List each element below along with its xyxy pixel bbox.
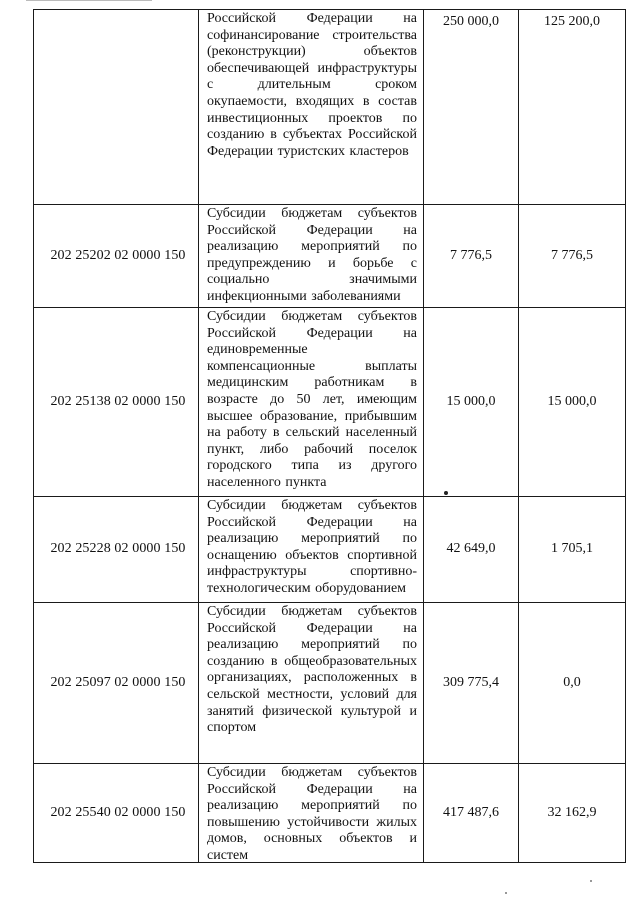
amount-cell-2: 32 162,9	[519, 764, 626, 863]
scan-speck	[505, 892, 507, 894]
amount-cell-1: 15 000,0	[424, 308, 519, 497]
table-row	[34, 764, 626, 863]
description-cell: Субсидии бюджетам субъектов Российской Федерации на реализацию мероприятий по созданию в общеобразовательных организациях, расположенных в сельской местности, условий для занятий физической культурой и спортом	[199, 603, 424, 764]
amount-cell-1: 42 649,0	[424, 497, 519, 603]
table-row	[34, 308, 626, 497]
description-cell: Субсидии бюджетам субъектов Российской Федерации на единовременные компенсационные выплаты медицинским работникам в возрасте до 50 лет, имеющим высшее образование, прибывшим на работу в сельский населенный пункт, либо рабочий поселок городского типа из другого населенного пункта	[199, 308, 424, 497]
amount-cell-1: 417 487,6	[424, 764, 519, 863]
stray-ink-dot	[444, 491, 448, 495]
amount-cell-2: 15 000,0	[519, 308, 626, 497]
amount-cell-2: 7 776,5	[519, 205, 626, 308]
table-row	[34, 205, 626, 308]
scan-speck	[590, 880, 592, 882]
amount-cell-1: 309 775,4	[424, 603, 519, 764]
description-cell: Субсидии бюджетам субъектов Российской Федерации на реализацию мероприятий по оснащению объектов спортивной инфраструктуры спортивно-технологическим оборудованием	[199, 497, 424, 603]
description-cell: Субсидии бюджетам субъектов Российской Федерации на реализацию мероприятий по предупреждению и борьбе с социально значимыми инфекционными заболеваниями	[199, 205, 424, 308]
table-row	[34, 497, 626, 603]
budget-code-cell	[34, 10, 199, 205]
budget-code-cell: 202 25202 02 0000 150	[34, 205, 199, 308]
amount-cell-2: 0,0	[519, 603, 626, 764]
table-row	[34, 603, 626, 764]
amount-cell-1: 7 776,5	[424, 205, 519, 308]
amount-cell-1: 250 000,0	[424, 10, 519, 205]
amount-cell-2: 1 705,1	[519, 497, 626, 603]
scan-artifact-line	[26, 0, 152, 1]
budget-code-cell: 202 25228 02 0000 150	[34, 497, 199, 603]
budget-code-cell: 202 25138 02 0000 150	[34, 308, 199, 497]
budget-table	[33, 9, 626, 863]
description-text: Субсидии бюджетам субъектов Российской Федерации на реализацию мероприятий по повышению устойчивости жилых домов, основных объектов и систем	[207, 765, 417, 862]
description-cell: Российской Федерации на софинансирование строительства (реконструкции) объектов обеспечивающей инфраструктуры с длительным сроком окупаемости, входящих в состав инвестиционных проектов по созданию в субъектах Российской Федерации туристских кластеров	[199, 10, 424, 205]
description-cell	[199, 764, 424, 863]
table-row	[34, 10, 626, 205]
amount-cell-2: 125 200,0	[519, 10, 626, 205]
budget-code-cell: 202 25540 02 0000 150	[34, 764, 199, 863]
budget-code-cell: 202 25097 02 0000 150	[34, 603, 199, 764]
